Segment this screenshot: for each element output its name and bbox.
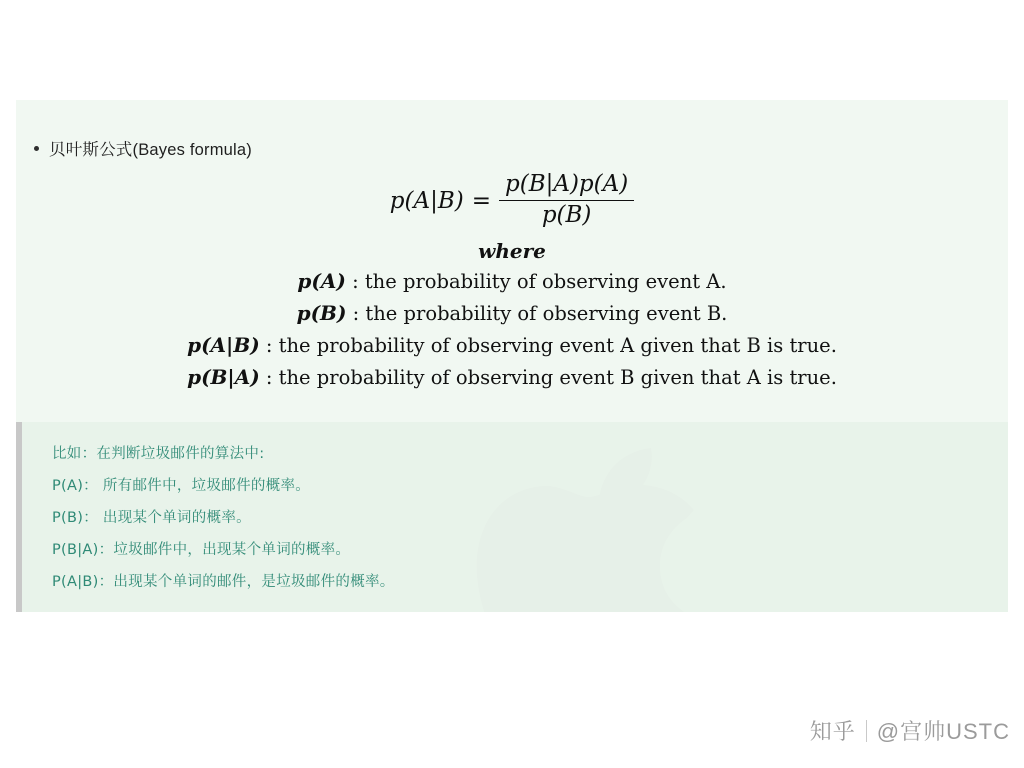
zhihu-logo-text: 知乎 — [809, 719, 856, 744]
equation-lhs: p(A|B) — [389, 187, 464, 214]
note-line: P(A|B)：出现某个单词的邮件，是垃圾邮件的概率。 — [52, 574, 395, 590]
definition-symbol: p(A|B) — [187, 333, 260, 358]
equation-equals-sign: = — [471, 187, 491, 214]
definition-text: : the probability of observing event A given that B is true. — [265, 334, 837, 358]
bayes-equation — [390, 172, 634, 229]
slide-left-accent-bar — [16, 422, 22, 612]
math-block — [16, 172, 1008, 389]
equation-numerator: p(B|A)p(A) — [505, 171, 629, 197]
note-line: P(B)： 出现某个单词的概率。 — [52, 510, 251, 526]
definition-symbol: p(B|A) — [187, 365, 260, 390]
notes-block — [52, 442, 395, 591]
definition-symbol: p(A) — [297, 269, 346, 294]
slide-card — [16, 100, 1008, 612]
where-label: where — [478, 239, 546, 264]
definition-text: : the probability of observing event A. — [352, 270, 727, 294]
watermark-divider — [866, 720, 867, 742]
equation-denominator: p(B) — [541, 202, 592, 229]
definition-symbol: p(B) — [296, 301, 347, 326]
definition-line — [297, 269, 726, 293]
note-line: P(A)： 所有邮件中，垃圾邮件的概率。 — [52, 478, 311, 494]
site-watermark — [810, 715, 1010, 746]
note-line: 比如：在判断垃圾邮件的算法中: — [52, 446, 265, 462]
definition-line — [297, 301, 728, 325]
bullet-dot-icon — [34, 146, 39, 151]
definition-text: : the probability of observing event B given that A is true. — [265, 366, 837, 390]
bullet-heading — [34, 136, 252, 160]
bullet-title-text: 贝叶斯公式(Bayes formula) — [49, 141, 252, 159]
definition-list — [16, 269, 1008, 389]
watermark-username: @宫帅USTC — [876, 719, 1010, 744]
definition-line — [187, 333, 837, 357]
definition-text: : the probability of observing event B. — [352, 302, 728, 326]
note-line: P(B|A)：垃圾邮件中，出现某个单词的概率。 — [52, 542, 351, 558]
definition-line — [187, 365, 837, 389]
equation-fraction — [499, 172, 634, 229]
